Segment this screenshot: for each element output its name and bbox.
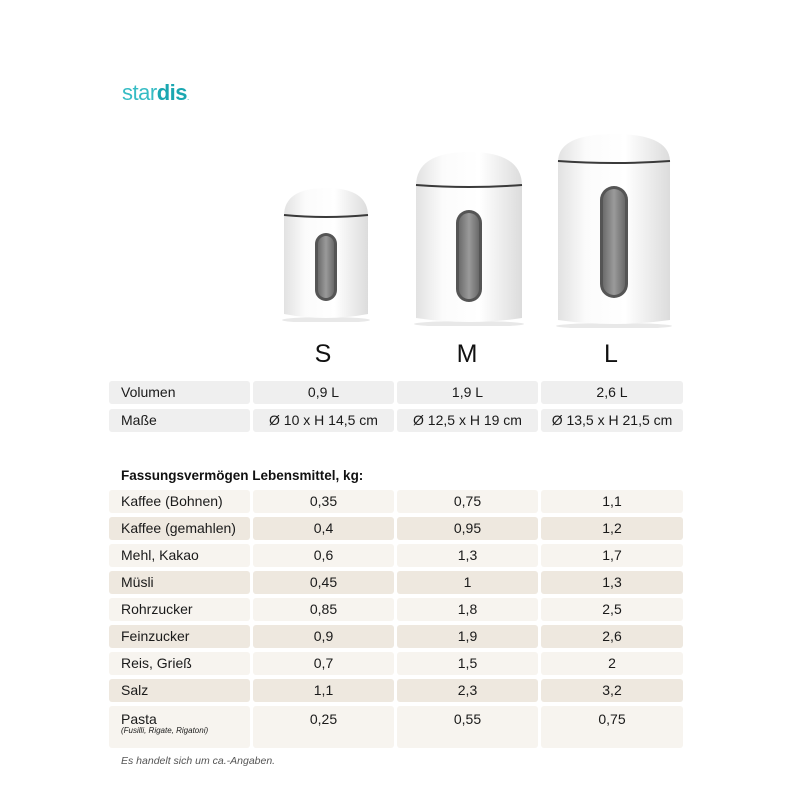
capacity-value-l: 1,3 <box>541 571 683 594</box>
capacity-label: Mehl, Kakao <box>109 544 250 567</box>
capacity-value-s: 0,25 <box>253 706 394 748</box>
canister-m-image <box>412 150 526 326</box>
capacity-value-l: 2,6 <box>541 625 683 648</box>
spec-label: Maße <box>109 409 250 432</box>
spec-row-volume <box>109 381 683 404</box>
spec-value-m: 1,9 L <box>397 381 538 404</box>
capacity-value-l: 1,7 <box>541 544 683 567</box>
canister-l-image <box>554 132 674 328</box>
capacity-value-l: 1,1 <box>541 490 683 513</box>
capacity-label: Müsli <box>109 571 250 594</box>
capacity-label-main: Pasta <box>121 711 157 727</box>
size-label-s: S <box>314 340 332 368</box>
capacity-label: Reis, Grieß <box>109 652 250 675</box>
capacity-value-m: 1,5 <box>397 652 538 675</box>
footnote: Es handelt sich um ca.-Angaben. <box>121 755 276 767</box>
capacity-value-m: 1,3 <box>397 544 538 567</box>
capacity-title: Fassungsvermögen Lebensmittel, kg: <box>121 468 364 483</box>
spec-value-m: Ø 12,5 x H 19 cm <box>397 409 538 432</box>
capacity-value-l: 2,5 <box>541 598 683 621</box>
brand-logo-part2: dis <box>156 80 187 105</box>
capacity-label: Rohrzucker <box>109 598 250 621</box>
capacity-value-s: 0,45 <box>253 571 394 594</box>
capacity-value-l: 1,2 <box>541 517 683 540</box>
capacity-row <box>109 625 683 648</box>
capacity-row <box>109 652 683 675</box>
capacity-value-s: 0,85 <box>253 598 394 621</box>
capacity-value-s: 0,9 <box>253 625 394 648</box>
brand-logo-part1: star <box>122 80 157 105</box>
capacity-value-m: 1,9 <box>397 625 538 648</box>
capacity-label <box>109 706 250 748</box>
capacity-value-m: 1 <box>397 571 538 594</box>
capacity-value-s: 0,35 <box>253 490 394 513</box>
capacity-label: Kaffee (Bohnen) <box>109 490 250 513</box>
capacity-label: Feinzucker <box>109 625 250 648</box>
spec-label: Volumen <box>109 381 250 404</box>
capacity-row-pasta <box>109 706 683 748</box>
capacity-label: Kaffee (gemahlen) <box>109 517 250 540</box>
spec-value-s: 0,9 L <box>253 381 394 404</box>
spec-value-l: Ø 13,5 x H 21,5 cm <box>541 409 683 432</box>
capacity-value-s: 0,7 <box>253 652 394 675</box>
capacity-row <box>109 679 683 702</box>
capacity-row <box>109 544 683 567</box>
capacity-value-m: 2,3 <box>397 679 538 702</box>
brand-logo <box>122 80 189 106</box>
capacity-value-m: 0,75 <box>397 490 538 513</box>
capacity-row <box>109 571 683 594</box>
capacity-value-l: 2 <box>541 652 683 675</box>
capacity-value-m: 1,8 <box>397 598 538 621</box>
capacity-value-s: 0,4 <box>253 517 394 540</box>
capacity-value-l: 3,2 <box>541 679 683 702</box>
capacity-value-s: 1,1 <box>253 679 394 702</box>
capacity-sublabel: (Fusilli, Rigate, Rigatoni) <box>121 726 209 735</box>
brand-logo-mark: . <box>186 93 189 102</box>
capacity-value-l: 0,75 <box>541 706 683 748</box>
capacity-row <box>109 598 683 621</box>
spec-value-l: 2,6 L <box>541 381 683 404</box>
capacity-label: Salz <box>109 679 250 702</box>
capacity-row <box>109 517 683 540</box>
spec-row-dimensions <box>109 409 683 432</box>
capacity-value-m: 0,95 <box>397 517 538 540</box>
canister-s-image <box>280 186 372 322</box>
capacity-value-s: 0,6 <box>253 544 394 567</box>
size-label-l: L <box>604 340 618 368</box>
size-label-m: M <box>456 340 478 368</box>
capacity-row <box>109 490 683 513</box>
spec-value-s: Ø 10 x H 14,5 cm <box>253 409 394 432</box>
capacity-value-m: 0,55 <box>397 706 538 748</box>
